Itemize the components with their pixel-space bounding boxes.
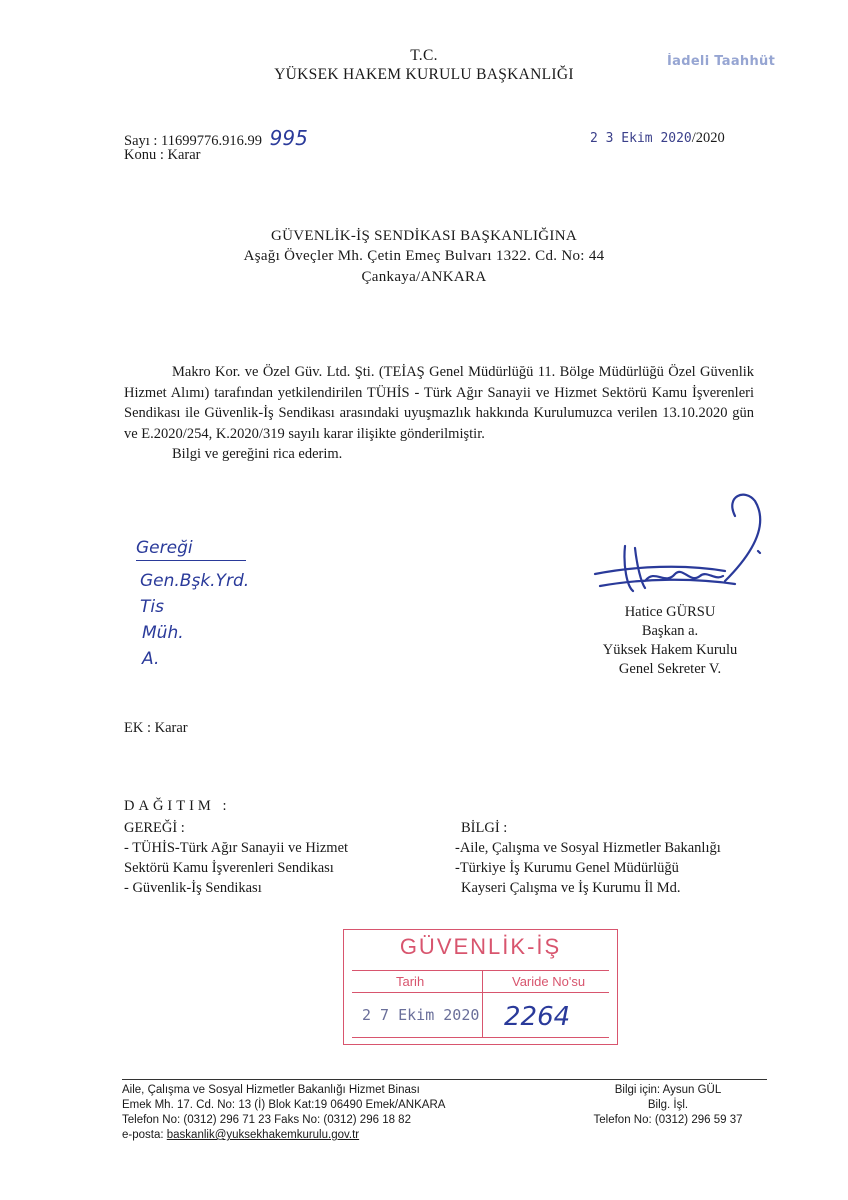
stamp-date: 2 7 Ekim 2020 (362, 1006, 480, 1024)
footer-contact-person: Bilgi için: Aysun GÜL (614, 1084, 722, 1096)
bilgi-title: BİLGİ : (461, 820, 508, 836)
footer-left (122, 1083, 445, 1143)
header-institution: YÜKSEK HAKEM KURULU BAŞKANLIĞI (274, 66, 574, 83)
signer-title-1: Başkan a. (641, 623, 699, 639)
konu-value: : Karar (159, 147, 201, 163)
registered-mail-stamp: İadeli Taahhüt (667, 54, 776, 69)
stamp-divider (352, 970, 609, 971)
received-stamp (343, 929, 618, 1045)
stamp-divider (352, 992, 609, 993)
stamp-varide-label: Varide No'su (512, 974, 586, 989)
recipient-name: GÜVENLİK-İŞ SENDİKASI BAŞKANLIĞINA (270, 228, 577, 244)
signature-block (580, 603, 760, 679)
footer-email-link[interactable]: baskanlik@yuksekhakemkurulu.gov.tr (166, 1129, 360, 1141)
handwritten-line-4: Müh. (142, 623, 184, 643)
attachment-label: EK (124, 720, 144, 736)
konu-label: Konu (124, 147, 157, 163)
handwritten-note (136, 538, 249, 669)
signer-name: Hatice GÜRSU (624, 604, 716, 620)
gereği-title: GEREĞİ : (124, 820, 185, 836)
sayi-label: Sayı (124, 133, 150, 149)
distribution-title: DAĞITIM : (124, 798, 231, 814)
handwritten-line-1: Gereği (136, 538, 246, 561)
distribution-bilgi (455, 818, 721, 898)
footer-contact-phone: Telefon No: (0312) 296 59 37 (593, 1114, 743, 1126)
gereği-item: - Güvenlik-İş Sendikası (124, 880, 262, 896)
attachment-line (124, 720, 188, 737)
footer-address-2: Emek Mh. 17. Cd. No: 13 (İ) Blok Kat:19 06490 Emek/ANKARA (122, 1099, 446, 1111)
stamp-title: GÜVENLİK-İŞ (399, 934, 562, 959)
bilgi-item: -Türkiye İş Kurumu Genel Müdürlüğü (455, 860, 679, 876)
date-suffix: /2020 (691, 130, 725, 146)
handwritten-line-2: Gen.Bşk.Yrd. (140, 571, 250, 591)
footer-right (578, 1083, 758, 1128)
footer-email-line (122, 1128, 445, 1143)
bilgi-item: Kayseri Çalışma ve İş Kurumu İl Md. (461, 880, 681, 896)
signer-title-2: Yüksek Hakem Kurulu (602, 642, 738, 658)
body-paragraph-1: Makro Kor. ve Özel Güv. Ltd. Şti. (TEİAŞ Genel Müdürlüğü 11. Bölge Müdürlüğü Özel Güvenlik Hizmet Alımı) tarafından yetkilendirilen TÜHİS - Türk Ağır Sanayii ve Hizmet Sektörü Kamu İşverenleri Sendikası ile Güvenlik-İş Sendikası arasındaki uyuşmazlık hakkında Kurulumuzca verilen 13.10.2020 gün ve E.2020/254, K.2020/319 sayılı karar ilişikte gönderilmiştir. (124, 364, 754, 442)
bilgi-item: -Aile, Çalışma ve Sosyal Hizmetler Bakanlığı (455, 840, 721, 856)
stamp-divider (352, 1037, 609, 1038)
footer-email-label: e-posta: (122, 1129, 164, 1141)
sayi-value: : 11699776.916.99 (153, 133, 263, 149)
date-stamp: 2 3 Ekim 2020 (590, 131, 692, 146)
recipient-address-2: Çankaya/ANKARA (361, 269, 487, 285)
footer-phone: Telefon No: (0312) 296 71 23 Faks No: (0312) 296 18 82 (122, 1114, 411, 1126)
stamp-number: 2264 (504, 1002, 571, 1032)
gereği-item: Sektörü Kamu İşverenleri Sendikası (124, 860, 334, 876)
gereği-item: - TÜHİS-Türk Ağır Sanayii ve Hizmet (124, 840, 349, 856)
letter-body (124, 362, 754, 465)
attachment-value: : Karar (146, 720, 188, 736)
footer-contact-role: Bilg. İşl. (647, 1099, 689, 1111)
handwritten-line-5: A. (142, 649, 160, 669)
konu-line (124, 147, 201, 164)
recipient-address-1: Aşağı Öveçler Mh. Çetin Emeç Bulvarı 1322. Cd. No: 44 (243, 248, 605, 264)
date-line (590, 129, 725, 147)
stamp-tarih-label: Tarih (396, 974, 425, 989)
sayi-handwritten-number: 995 (269, 126, 308, 150)
signer-title-3: Genel Sekreter V. (618, 661, 722, 677)
footer-divider (122, 1079, 767, 1080)
distribution-gereği (124, 818, 348, 898)
footer-address-1: Aile, Çalışma ve Sosyal Hizmetler Bakanlığı Hizmet Binası (122, 1084, 420, 1096)
body-paragraph-2: Bilgi ve gereğini rica ederim. (172, 446, 343, 462)
header-tc: T.C. (410, 47, 438, 64)
handwritten-line-3: Tis (140, 597, 164, 617)
stamp-divider (482, 970, 483, 1038)
signature-scribble (575, 486, 775, 611)
